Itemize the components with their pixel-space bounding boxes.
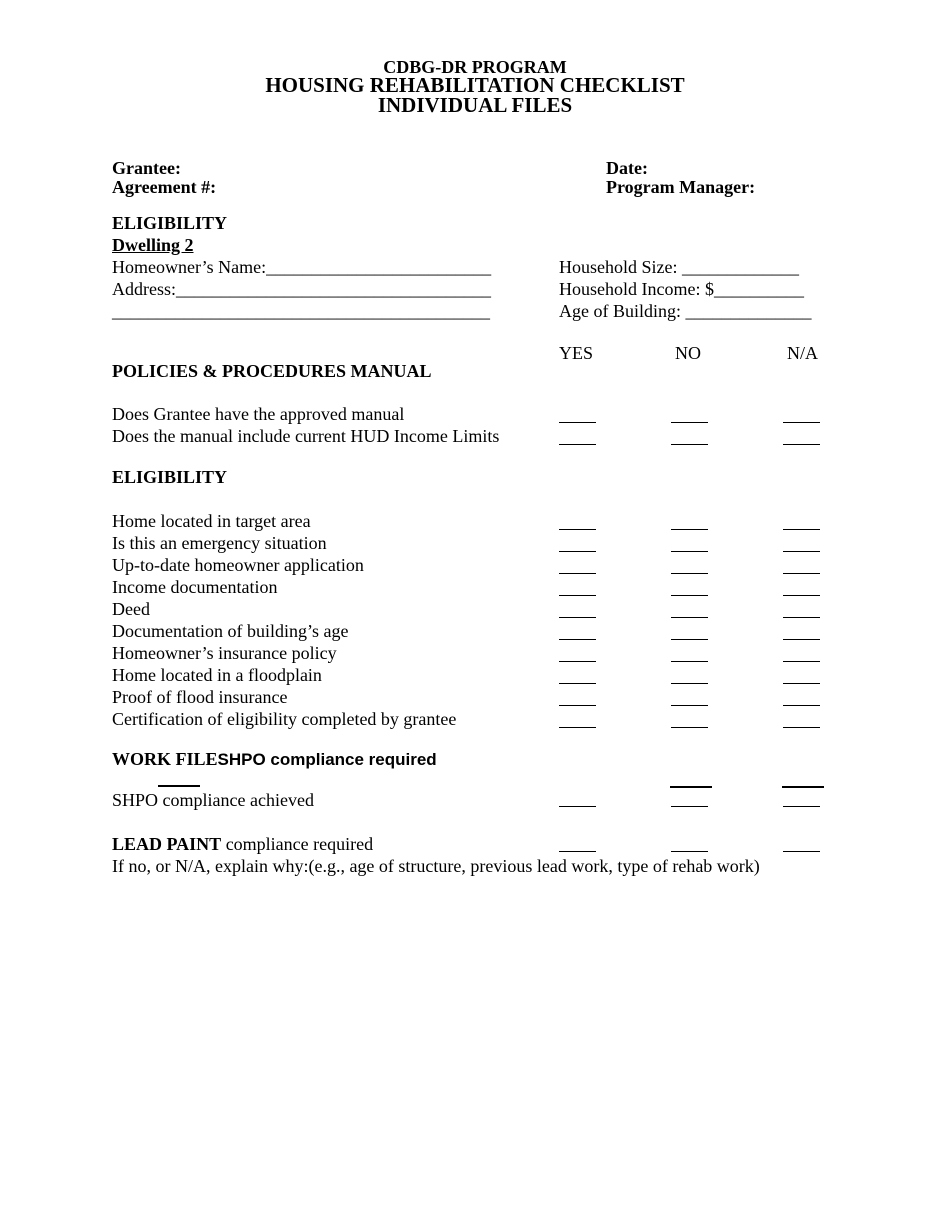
shpo-achieved-label: SHPO compliance achieved bbox=[112, 790, 314, 810]
shpo-required-no-blank[interactable] bbox=[670, 786, 712, 788]
checklist-no-blank[interactable] bbox=[671, 639, 708, 640]
checklist-na-blank[interactable] bbox=[783, 661, 820, 662]
eligibility-heading: ELIGIBILITY bbox=[112, 213, 228, 233]
address-field[interactable]: Address:___________________________________ bbox=[112, 279, 491, 299]
checklist-yes-blank[interactable] bbox=[559, 705, 596, 706]
shpo-achieved-na-blank[interactable] bbox=[783, 806, 820, 807]
checklist-no-blank[interactable] bbox=[671, 573, 708, 574]
column-no: NO bbox=[675, 343, 701, 363]
checklist-item-label: Home located in a floodplain bbox=[112, 665, 322, 685]
checklist-na-blank[interactable] bbox=[783, 705, 820, 706]
date-label: Date: bbox=[606, 158, 648, 178]
checklist-item-label: Does the manual include current HUD Income Limits bbox=[112, 426, 500, 446]
work-file-row bbox=[112, 749, 437, 770]
shpo-required-yes-blank[interactable] bbox=[158, 785, 200, 787]
checklist-yes-blank[interactable] bbox=[559, 617, 596, 618]
shpo-required-label: SHPO compliance required bbox=[217, 750, 437, 769]
program-manager-label: Program Manager: bbox=[606, 177, 756, 197]
checklist-item-label: Certification of eligibility completed by grantee bbox=[112, 709, 457, 729]
column-yes: YES bbox=[559, 343, 594, 363]
dwelling-label: Dwelling 2 bbox=[112, 235, 194, 255]
checklist-yes-blank[interactable] bbox=[559, 683, 596, 684]
checklist-item-label: Homeowner’s insurance policy bbox=[112, 643, 337, 663]
program-title: CDBG-DR PROGRAM bbox=[383, 57, 567, 77]
checklist-no-blank[interactable] bbox=[671, 705, 708, 706]
lead-paint-no-blank[interactable] bbox=[671, 851, 708, 852]
lead-paint-na-blank[interactable] bbox=[783, 851, 820, 852]
age-of-building-field[interactable]: Age of Building: ______________ bbox=[559, 301, 812, 321]
checklist-yes-blank[interactable] bbox=[559, 661, 596, 662]
checklist-na-blank[interactable] bbox=[783, 727, 820, 728]
checklist-no-blank[interactable] bbox=[671, 529, 708, 530]
checklist-no-blank[interactable] bbox=[671, 551, 708, 552]
checklist-no-blank[interactable] bbox=[671, 595, 708, 596]
shpo-required-na-blank[interactable] bbox=[782, 786, 824, 788]
checklist-yes-blank[interactable] bbox=[559, 422, 596, 423]
eligibility-checklist-heading: ELIGIBILITY bbox=[112, 467, 228, 487]
checklist-yes-blank[interactable] bbox=[559, 573, 596, 574]
address-line2-field[interactable]: __________________________________________ bbox=[112, 301, 490, 321]
checklist-na-blank[interactable] bbox=[783, 444, 820, 445]
checklist-na-blank[interactable] bbox=[783, 422, 820, 423]
checklist-na-blank[interactable] bbox=[783, 639, 820, 640]
household-income-field[interactable]: Household Income: $__________ bbox=[559, 279, 804, 299]
checklist-no-blank[interactable] bbox=[671, 422, 708, 423]
checklist-yes-blank[interactable] bbox=[559, 551, 596, 552]
checklist-na-blank[interactable] bbox=[783, 595, 820, 596]
checklist-na-blank[interactable] bbox=[783, 551, 820, 552]
household-size-field[interactable]: Household Size: _____________ bbox=[559, 257, 799, 277]
checklist-no-blank[interactable] bbox=[671, 617, 708, 618]
checklist-item-label: Proof of flood insurance bbox=[112, 687, 288, 707]
checklist-item-label: Documentation of building’s age bbox=[112, 621, 349, 641]
homeowner-name-field[interactable]: Homeowner’s Name:_________________________ bbox=[112, 257, 492, 277]
checklist-no-blank[interactable] bbox=[671, 444, 708, 445]
checklist-item-label: Home located in target area bbox=[112, 511, 311, 531]
checklist-yes-blank[interactable] bbox=[559, 444, 596, 445]
lead-paint-row bbox=[112, 834, 373, 855]
grantee-label: Grantee: bbox=[112, 158, 181, 178]
checklist-na-blank[interactable] bbox=[783, 683, 820, 684]
checklist-no-blank[interactable] bbox=[671, 727, 708, 728]
policies-heading: POLICIES & PROCEDURES MANUAL bbox=[112, 361, 432, 381]
checklist-item-label: Does Grantee have the approved manual bbox=[112, 404, 405, 424]
lead-paint-yes-blank[interactable] bbox=[559, 851, 596, 852]
checklist-no-blank[interactable] bbox=[671, 683, 708, 684]
checklist-na-blank[interactable] bbox=[783, 617, 820, 618]
checklist-yes-blank[interactable] bbox=[559, 727, 596, 728]
checklist-item-label: Income documentation bbox=[112, 577, 278, 597]
work-file-heading: WORK FILE bbox=[112, 749, 218, 769]
checklist-item-label: Up-to-date homeowner application bbox=[112, 555, 364, 575]
checklist-na-blank[interactable] bbox=[783, 529, 820, 530]
checklist-na-blank[interactable] bbox=[783, 573, 820, 574]
checklist-no-blank[interactable] bbox=[671, 661, 708, 662]
checklist-item-label: Is this an emergency situation bbox=[112, 533, 327, 553]
agreement-label: Agreement #: bbox=[112, 177, 217, 197]
lead-paint-label: compliance required bbox=[221, 834, 374, 854]
checklist-yes-blank[interactable] bbox=[559, 595, 596, 596]
checklist-item-label: Deed bbox=[112, 599, 150, 619]
checklist-yes-blank[interactable] bbox=[559, 639, 596, 640]
explain-why-text: If no, or N/A, explain why:(e.g., age of structure, previous lead work, type of rehab work) bbox=[112, 856, 760, 876]
files-title: INDIVIDUAL FILES bbox=[377, 93, 573, 117]
shpo-achieved-yes-blank[interactable] bbox=[559, 806, 596, 807]
checklist-yes-blank[interactable] bbox=[559, 529, 596, 530]
checklist-title: HOUSING REHABILITATION CHECKLIST bbox=[265, 73, 685, 97]
lead-paint-heading: LEAD PAINT bbox=[112, 834, 222, 854]
column-na: N/A bbox=[787, 343, 818, 363]
shpo-achieved-no-blank[interactable] bbox=[671, 806, 708, 807]
